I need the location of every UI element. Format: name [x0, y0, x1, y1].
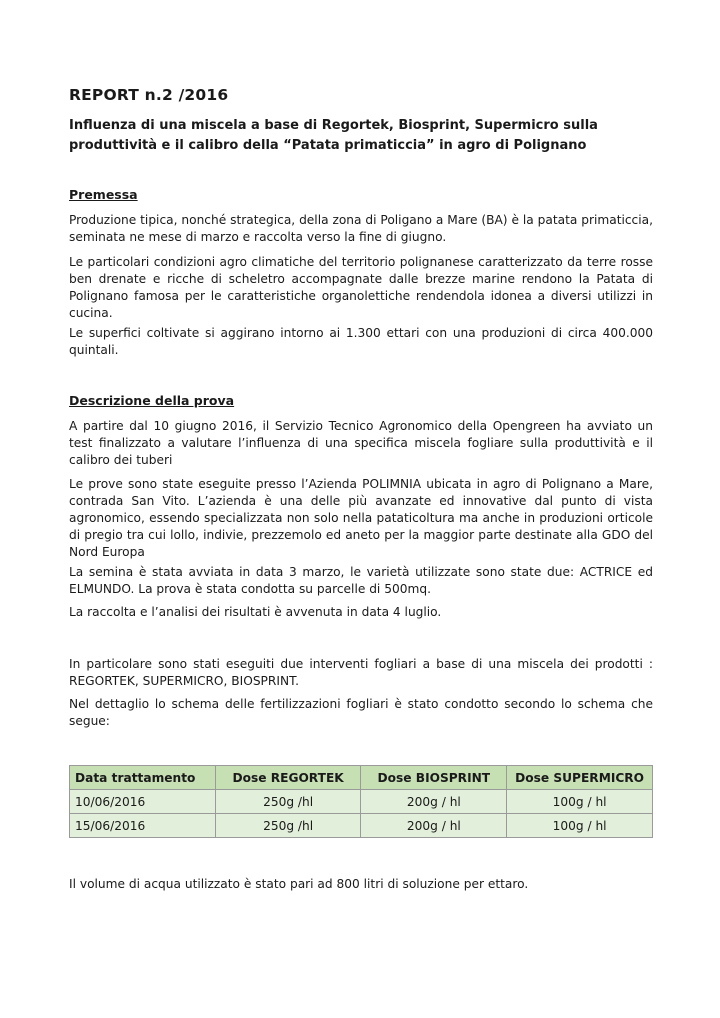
column-header-supermicro: Dose SUPERMICRO	[507, 766, 653, 790]
table-row	[70, 814, 653, 838]
descrizione-paragraph-1: A partire dal 10 giugno 2016, il Servizio Tecnico Agronomico della Opengreen ha avviato un test finalizzato a valutare l’influenza di una specifica miscela fogliare sulla produttività e il calibro dei tuberi	[69, 419, 653, 467]
section-heading-premessa: Premessa	[69, 187, 138, 202]
treatment-table-wrapper	[69, 765, 653, 838]
table-cell-biosprint: 200g / hl	[361, 790, 507, 814]
report-subtitle: Influenza di una miscela a base di Regortek, Biosprint, Supermicro sulla produttività e il calibro della “Patata primaticcia” in agro di Polignano	[69, 118, 598, 153]
table-cell-biosprint: 200g / hl	[361, 814, 507, 838]
report-title: REPORT n.2 /2016	[69, 86, 229, 104]
premessa-paragraph-1: Produzione tipica, nonché strategica, della zona di Poligano a Mare (BA) è la patata primaticcia, seminata ne mese di marzo e raccolta verso la fine di giugno.	[69, 213, 653, 244]
table-row	[70, 790, 653, 814]
table-cell-date: 15/06/2016	[70, 814, 216, 838]
descrizione-paragraph-2: Le prove sono state eseguite presso l’Azienda POLIMNIA ubicata in agro di Polignano a Mare, contrada San Vito. L’azienda è una delle più avanzate ed innovative dal punto di vista agronomico, essendo specializzata non solo nella pataticoltura ma anche in produzioni orticole di pregio tra cui lollo, indivie, prezzemolo ed aneto per la maggior parte destinate alla GDO del Nord Europa	[69, 477, 653, 559]
table-cell-date: 10/06/2016	[70, 790, 216, 814]
table-cell-supermicro: 100g / hl	[507, 814, 653, 838]
premessa-paragraph-3: Le superfici coltivate si aggirano intorno ai 1.300 ettari con una produzioni di circa 400.000 quintali.	[69, 326, 653, 357]
closing-paragraph: Il volume di acqua utilizzato è stato pari ad 800 litri di soluzione per ettaro.	[69, 877, 529, 891]
column-header-date: Data trattamento	[70, 766, 216, 790]
section-heading-descrizione: Descrizione della prova	[69, 393, 235, 408]
treatment-table	[69, 765, 653, 838]
table-cell-regortek: 250g /hl	[215, 814, 361, 838]
descrizione-paragraph-4: La raccolta e l’analisi dei risultati è avvenuta in data 4 luglio.	[69, 605, 442, 619]
table-cell-regortek: 250g /hl	[215, 790, 361, 814]
table-cell-supermicro: 100g / hl	[507, 790, 653, 814]
column-header-biosprint: Dose BIOSPRINT	[361, 766, 507, 790]
table-header-row	[70, 766, 653, 790]
column-header-regortek: Dose REGORTEK	[215, 766, 361, 790]
descrizione-paragraph-3: La semina è stata avviata in data 3 marzo, le varietà utilizzate sono state due: ACTRICE ed ELMUNDO. La prova è stata condotta su parcelle di 500mq.	[69, 565, 653, 596]
descrizione-paragraph-5: In particolare sono stati eseguiti due interventi fogliari a base di una miscela dei prodotti : REGORTEK, SUPERMICRO, BIOSPRINT.	[69, 657, 653, 688]
premessa-paragraph-2: Le particolari condizioni agro climatiche del territorio polignanese caratterizzato da terre rosse ben drenate e ricche di scheletro accompagnate dalle brezze marine rendono la Patata di Polignano famosa per le caratteristiche organolettiche rendendola idonea a diversi utilizzi in cucina.	[69, 255, 653, 320]
descrizione-paragraph-6: Nel dettaglio lo schema delle fertilizzazioni fogliari è stato condotto secondo lo schema che segue:	[69, 697, 653, 728]
